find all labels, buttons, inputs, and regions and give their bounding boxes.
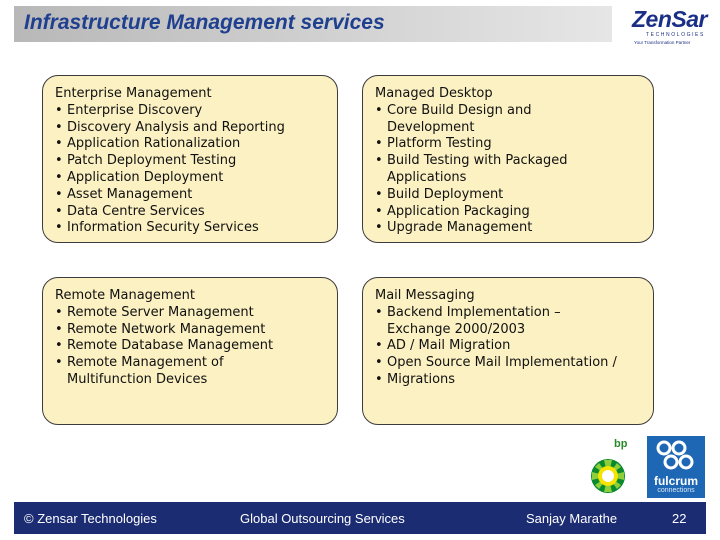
list-item — [375, 338, 643, 355]
list-item: • Data Centre Services — [55, 204, 327, 221]
list-item: • Asset Management — [55, 187, 327, 204]
list-item — [375, 355, 643, 372]
bullet-list — [375, 103, 643, 237]
bp-helios-icon — [588, 438, 636, 498]
enterprise-management-box — [42, 75, 338, 243]
list-item — [375, 103, 643, 137]
list-item-line: • Remote Database Management — [67, 338, 274, 354]
list-item-line: • Remote Network Management — [67, 321, 266, 337]
page-number: 22 — [672, 511, 687, 526]
bp-logo — [588, 438, 636, 498]
list-item-line: • Upgrade Management — [387, 220, 533, 236]
list-item-line: Exchange 2000/2003 — [387, 321, 526, 337]
mail-messaging-box — [362, 277, 654, 425]
list-item-line: • Migrations — [387, 371, 456, 387]
list-item — [55, 355, 327, 389]
box-heading: Mail Messaging — [375, 288, 475, 303]
zensar-logo — [628, 6, 714, 52]
list-item: • Application Rationalization — [55, 136, 327, 153]
list-item — [375, 204, 643, 221]
list-item — [375, 136, 643, 153]
bullet-list — [375, 305, 643, 389]
list-item — [375, 372, 643, 389]
bp-wordmark: bp — [614, 438, 628, 450]
list-item: • Patch Deployment Testing — [55, 153, 327, 170]
list-item-line: • Build Deployment — [387, 186, 504, 202]
remote-management-box — [42, 277, 338, 425]
slide-title: Infrastructure Management services — [24, 11, 385, 34]
list-item-line: Applications — [387, 169, 467, 185]
fulcrum-wordmark: fulcrum — [653, 474, 698, 488]
list-item — [375, 220, 643, 237]
list-item: • Information Security Services — [55, 220, 327, 237]
list-item — [55, 338, 327, 355]
footer-center-text: Global Outsourcing Services — [240, 511, 405, 526]
list-item — [55, 305, 327, 322]
fulcrum-subtitle: connections — [657, 487, 695, 494]
list-item: • Application Deployment — [55, 170, 327, 187]
list-item-line: • Build Testing with Packaged — [387, 153, 568, 169]
logo-wordmark: ZenSar — [632, 6, 707, 32]
list-item-line: Multifunction Devices — [67, 371, 208, 387]
list-item-line: Development — [387, 119, 475, 135]
footer-author: Sanjay Marathe — [526, 511, 618, 526]
bullet-list — [55, 305, 327, 389]
list-item-line: • Application Packaging — [387, 203, 530, 219]
title-bar — [14, 6, 612, 42]
list-item: • Enterprise Discovery — [55, 103, 327, 120]
list-item-line: • Remote Management of — [67, 355, 224, 371]
list-item-line: • Backend Implementation – — [387, 304, 561, 320]
box-heading: Managed Desktop — [375, 86, 493, 101]
list-item-line: • AD / Mail Migration — [387, 338, 511, 354]
list-item-line: • Core Build Design and — [387, 102, 532, 118]
logo-tagline: Your Transformation Partner — [634, 40, 691, 45]
list-item-line: • Open Source Mail Implementation / — [387, 355, 617, 371]
footer-bar — [14, 502, 706, 534]
list-item — [55, 322, 327, 339]
list-item-line: • Platform Testing — [387, 136, 492, 152]
list-item: • Discovery Analysis and Reporting — [55, 120, 327, 137]
bullet-list — [55, 103, 327, 237]
fulcrum-logo — [647, 436, 705, 498]
managed-desktop-box — [362, 75, 654, 243]
footer-copyright: © Zensar Technologies — [24, 511, 157, 526]
logo-subtitle: TECHNOLOGIES — [646, 32, 705, 38]
box-heading: Enterprise Management — [55, 86, 212, 101]
list-item-line: • Remote Server Management — [67, 304, 254, 320]
list-item — [375, 153, 643, 187]
list-item — [375, 305, 643, 339]
fulcrum-rings-icon — [647, 436, 705, 474]
list-item — [375, 187, 643, 204]
box-heading: Remote Management — [55, 288, 195, 303]
